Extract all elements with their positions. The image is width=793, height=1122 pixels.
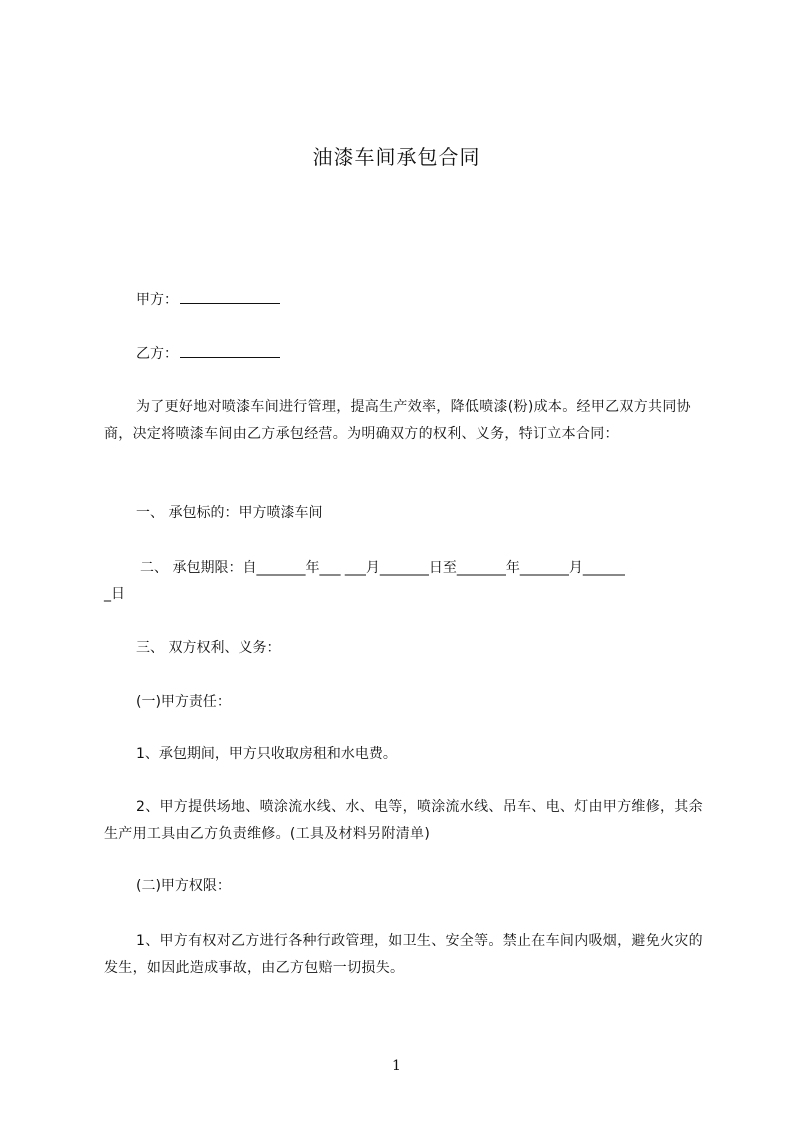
clause-2-line-1: 二、 承包期限：自_______年___ ___月_______日至_______年_______月______ [140, 560, 625, 576]
section-a-heading: (一)甲方责任： [136, 694, 231, 710]
clause-1: 一、 承包标的：甲方喷漆车间 [136, 505, 323, 521]
party-b-label: 乙方： [136, 346, 178, 362]
party-a-blank [180, 291, 280, 304]
party-b-blank [180, 345, 280, 358]
section-a-item-1: 1、承包期间，甲方只收取房租和水电费。 [136, 746, 397, 762]
clause-3: 三、 双方权利、义务： [136, 640, 281, 656]
section-a-item-2-text: 2、甲方提供场地、喷涂流水线、水、电等，喷涂流水线、吊车、电、灯由甲方维修，其余生产用工具由乙方负责维修。(工具及材料另附清单) [104, 799, 703, 842]
section-a-item-2 [104, 794, 714, 848]
party-a-line [136, 290, 280, 310]
document-title: 油漆车间承包合同 [312, 145, 481, 169]
party-a-label: 甲方： [136, 292, 178, 308]
section-b-item-1-text: 1、甲方有权对乙方进行各种行政管理，如卫生、安全等。禁止在车间内吸烟，避免火灾的发生，如因此造成事故，由乙方包赔一切损失。 [104, 933, 703, 976]
party-b-line [136, 344, 280, 364]
section-b-heading: (二)甲方权限： [136, 878, 231, 894]
section-b-item-1 [104, 928, 714, 982]
intro-text: 为了更好地对喷漆车间进行管理，提高生产效率，降低喷漆(粉)成本。经甲乙双方共同协商，决定将喷漆车间由乙方承包经营。为明确双方的权利、义务，特订立本合同： [104, 399, 691, 442]
clause-2-line-2: _日 [104, 586, 125, 602]
page-number: 1 [392, 1058, 401, 1074]
intro-paragraph [104, 394, 714, 448]
